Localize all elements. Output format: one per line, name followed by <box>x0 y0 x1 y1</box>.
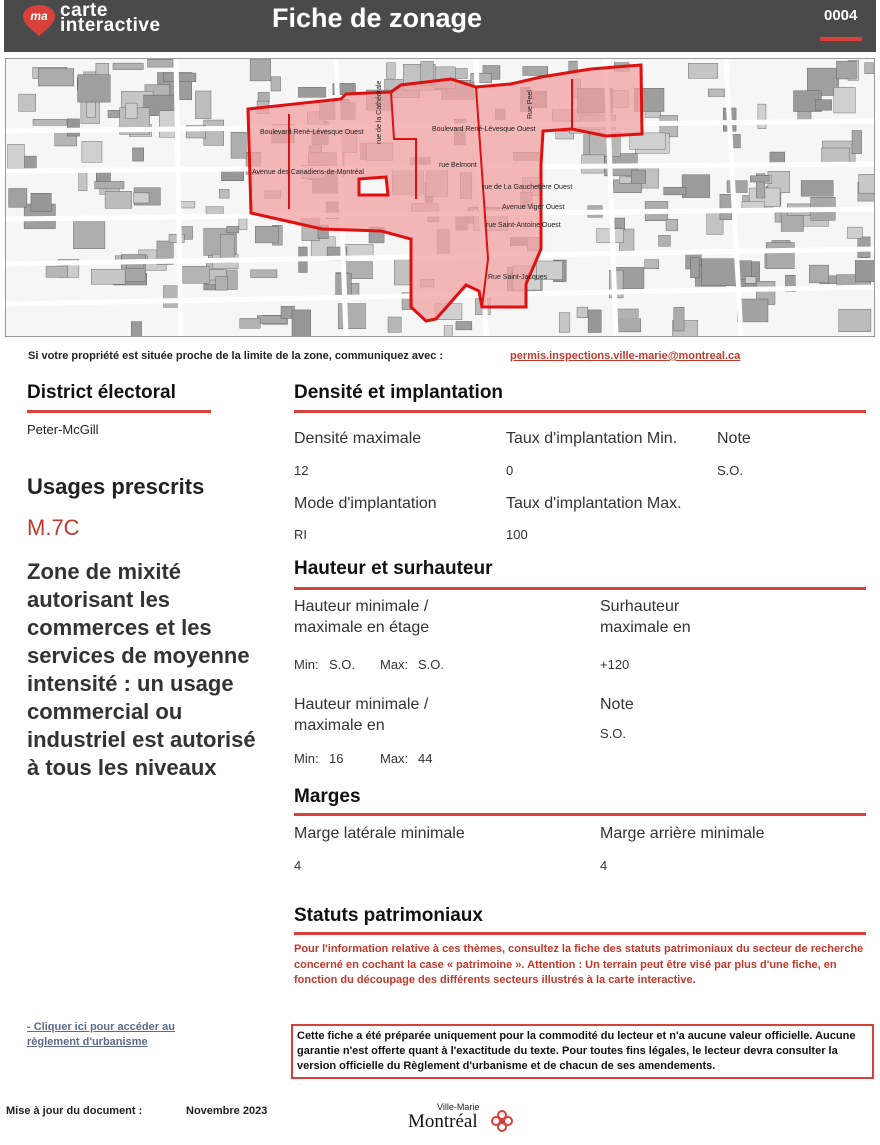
map-building <box>133 148 144 161</box>
mode-implantation-value: RI <box>294 527 307 542</box>
map-building <box>631 170 645 183</box>
reglement-link-line-2[interactable]: règlement d'urbanisme <box>27 1036 148 1048</box>
map-building <box>809 265 828 283</box>
carte-interactive-logo-icon <box>22 5 56 37</box>
map-building <box>666 219 678 231</box>
map-building <box>292 310 311 336</box>
map-building <box>133 193 149 203</box>
map-label-canadiens: Avenue des Canadiens-de-Montréal <box>252 169 364 176</box>
map-building <box>865 63 874 74</box>
hauteur-etage-min-value: S.O. <box>329 657 356 672</box>
map-building <box>834 87 856 113</box>
map-building <box>758 104 766 129</box>
district-divider <box>27 410 211 413</box>
update-label: Mise à jour du document : <box>6 1105 143 1117</box>
hauteur-metres-min-value: 16 <box>329 751 344 766</box>
hauteur-etage-label-1: Hauteur minimale / <box>294 598 429 615</box>
surhauteur-label-1: Surhauteur <box>600 598 680 615</box>
map-building <box>664 187 686 195</box>
map-building <box>345 244 374 256</box>
map-building <box>750 176 769 182</box>
montreal-label: Montréal <box>408 1111 478 1132</box>
map-building <box>38 69 74 86</box>
marges-heading: Marges <box>294 786 361 807</box>
map-building <box>159 111 175 138</box>
map-building <box>251 270 277 278</box>
map-building <box>745 277 756 284</box>
taux-max-label: Taux d'implantation Max. <box>506 495 682 512</box>
map-building <box>204 120 224 145</box>
map-building <box>444 326 452 336</box>
map-building <box>67 119 79 136</box>
map-building <box>227 226 239 233</box>
map-label-peel: Rue Peel <box>527 90 534 119</box>
marge-laterale-label: Marge latérale minimale <box>294 825 465 842</box>
map-label-rene-levesque-e: Boulevard René-Lévesque Ouest <box>432 126 536 133</box>
district-value: Peter-McGill <box>27 422 99 437</box>
map-building <box>617 309 639 317</box>
district-heading: District électoral <box>27 382 176 403</box>
hauteur-heading: Hauteur et surhauteur <box>294 558 493 579</box>
reglement-link-line-1[interactable]: - Cliquer ici pour accéder au <box>27 1021 175 1033</box>
surhauteur-value: +120 <box>600 657 630 672</box>
map-building <box>105 191 132 208</box>
map-building <box>852 131 862 154</box>
map-label-cathedrale: rue de la Cathédrale <box>376 80 383 144</box>
map-building <box>855 261 874 282</box>
statuts-text: Pour l'information relative à ces thèmes, consultez la fiche des statuts patrimoniaux du secteur de recherche concerné en cochant la case « patrimoine ». Attention : Un terrain peut être visé par plus d'une fiche, en fonction du découpage des différents secteurs illustrés à la carte interactive. <box>294 943 864 986</box>
map-building <box>250 59 271 81</box>
map-building <box>682 175 710 198</box>
map-building <box>31 193 51 211</box>
marge-laterale-value: 4 <box>294 858 302 873</box>
map-building <box>298 87 325 97</box>
hauteur-divider <box>294 587 866 590</box>
map-building <box>163 73 196 82</box>
map-label-belmont: rue Belmont <box>439 162 477 169</box>
map-label-rene-levesque-w: Boulevard René-Lévesque Ouest <box>260 129 364 136</box>
map-building <box>73 222 105 249</box>
map-building <box>674 307 684 331</box>
brand-line-1: carte <box>60 0 108 21</box>
densite-heading: Densité et implantation <box>294 382 504 403</box>
map-building <box>79 172 87 191</box>
map-building <box>131 322 141 336</box>
map-building <box>338 304 365 329</box>
map-building <box>91 269 125 284</box>
map-label-saint-antoine: rue Saint-Antoine Ouest <box>486 222 561 229</box>
hauteur-note-label: Note <box>600 696 634 713</box>
map-building <box>616 319 641 332</box>
densite-max-label: Densité maximale <box>294 430 422 447</box>
hauteur-metres-max-label: Max: <box>380 751 409 766</box>
map-building <box>183 266 210 283</box>
map-building <box>240 318 260 328</box>
map-building <box>126 103 137 118</box>
hauteur-metres-label-1: Hauteur minimale / <box>294 696 429 713</box>
mode-implantation-label: Mode d'implantation <box>294 495 437 512</box>
map-building <box>801 181 833 197</box>
map-building <box>569 61 578 71</box>
map-building <box>859 174 874 193</box>
map-label-saint-jacques: Rue Saint-Jacques <box>488 274 548 281</box>
map-building <box>216 276 228 290</box>
map-building <box>394 259 412 286</box>
map-building <box>720 194 732 220</box>
map-building <box>615 218 625 230</box>
map-building <box>645 260 659 269</box>
map-building <box>148 59 174 67</box>
map-building <box>588 310 601 333</box>
hauteur-etage-min-label: Min: <box>294 657 319 672</box>
contact-email-link[interactable]: permis.inspections.ville-marie@montreal.ca <box>510 350 741 362</box>
map-building <box>8 144 25 168</box>
map-building <box>577 307 588 318</box>
map-label-gauchetiere: rue de La Gauchetière Ouest <box>482 184 573 191</box>
hauteur-metres-max-value: 44 <box>418 751 433 766</box>
map-building <box>702 259 736 286</box>
map-building <box>456 322 472 330</box>
map-building <box>195 91 211 119</box>
map-building <box>95 181 124 189</box>
map-building <box>231 132 246 158</box>
map-building <box>9 189 27 208</box>
map-building <box>46 266 68 277</box>
contact-message: Si votre propriété est située proche de la limite de la zone, communiquez avec : <box>28 350 444 362</box>
map-building <box>839 309 871 331</box>
map-building <box>815 100 831 111</box>
map-building <box>113 63 143 70</box>
taux-max-value: 100 <box>506 527 528 542</box>
map-building <box>271 77 281 91</box>
map-building <box>691 258 700 278</box>
usage-description: Zone de mixité autorisant les commerces et les services de moyenne intensité : un usage commercial ou industriel est autorisé à tous les niveaux <box>27 559 256 780</box>
surhauteur-label-2: maximale en <box>600 619 691 636</box>
taux-min-label: Taux d'implantation Min. <box>506 430 678 447</box>
update-value: Novembre 2023 <box>186 1105 268 1117</box>
map-building <box>219 189 229 198</box>
map-building <box>727 181 747 193</box>
brand-line-2: interactive <box>60 15 161 36</box>
hauteur-metres-label-2: maximale en <box>294 717 385 734</box>
marge-arriere-value: 4 <box>600 858 608 873</box>
map-building <box>239 219 247 230</box>
logo-text: ma <box>30 9 48 23</box>
map-canvas <box>6 59 874 336</box>
map-building <box>848 227 863 238</box>
map-building <box>164 286 180 308</box>
zone-code: 0004 <box>824 7 858 24</box>
map-building <box>688 63 718 78</box>
densite-note-label: Note <box>717 430 751 447</box>
map-building <box>78 75 111 102</box>
map-building <box>659 235 671 246</box>
hauteur-etage-max-label: Max: <box>380 657 409 672</box>
marge-arriere-label: Marge arrière minimale <box>600 825 765 842</box>
densite-divider <box>294 410 866 413</box>
map-building <box>33 119 67 125</box>
disclaimer-box: Cette fiche a été préparée uniquement pour la commodité du lecteur et n'a aucune valeur officielle. Aucune garantie n'est offerte quant à l'exactitude du texte. Pour toutes fins légales, le lecteur devra consulter la version officielle du Règlement d'urbanisme et de chacun de ses amendements. <box>291 1024 874 1079</box>
map-building <box>386 63 395 79</box>
map-building <box>169 234 184 242</box>
map-building <box>708 89 724 97</box>
map-building <box>255 226 278 243</box>
hauteur-etage-max-value: S.O. <box>418 657 445 672</box>
map-building <box>19 94 36 111</box>
statuts-divider <box>294 932 866 935</box>
map-building <box>523 67 548 76</box>
map-building <box>837 61 857 79</box>
hauteur-metres-min-label: Min: <box>294 751 319 766</box>
map-building <box>82 141 102 162</box>
map-building <box>388 317 401 332</box>
map-building <box>471 73 492 82</box>
ville-marie-label: Ville-Marie <box>437 1102 480 1112</box>
zoning-map[interactable] <box>5 58 875 337</box>
usages-heading: Usages prescrits <box>27 474 205 499</box>
montreal-rosette-icon <box>491 1110 513 1132</box>
map-building <box>559 313 570 333</box>
statuts-heading: Statuts patrimoniaux <box>294 905 483 926</box>
densite-max-value: 12 <box>294 463 309 478</box>
page-title: Fiche de zonage <box>272 3 483 33</box>
hauteur-etage-label-2: maximale en étage <box>294 619 430 636</box>
map-building <box>770 152 785 163</box>
taux-min-value: 0 <box>506 463 514 478</box>
usage-code: M.7C <box>27 515 80 540</box>
map-label-viger: Avenue Viger Ouest <box>502 204 565 211</box>
hauteur-note-value: S.O. <box>600 726 627 741</box>
zone-code-underline <box>820 37 862 41</box>
marges-divider <box>294 813 866 816</box>
map-building <box>258 92 269 102</box>
map-building <box>766 243 794 269</box>
densite-note-value: S.O. <box>717 463 744 478</box>
